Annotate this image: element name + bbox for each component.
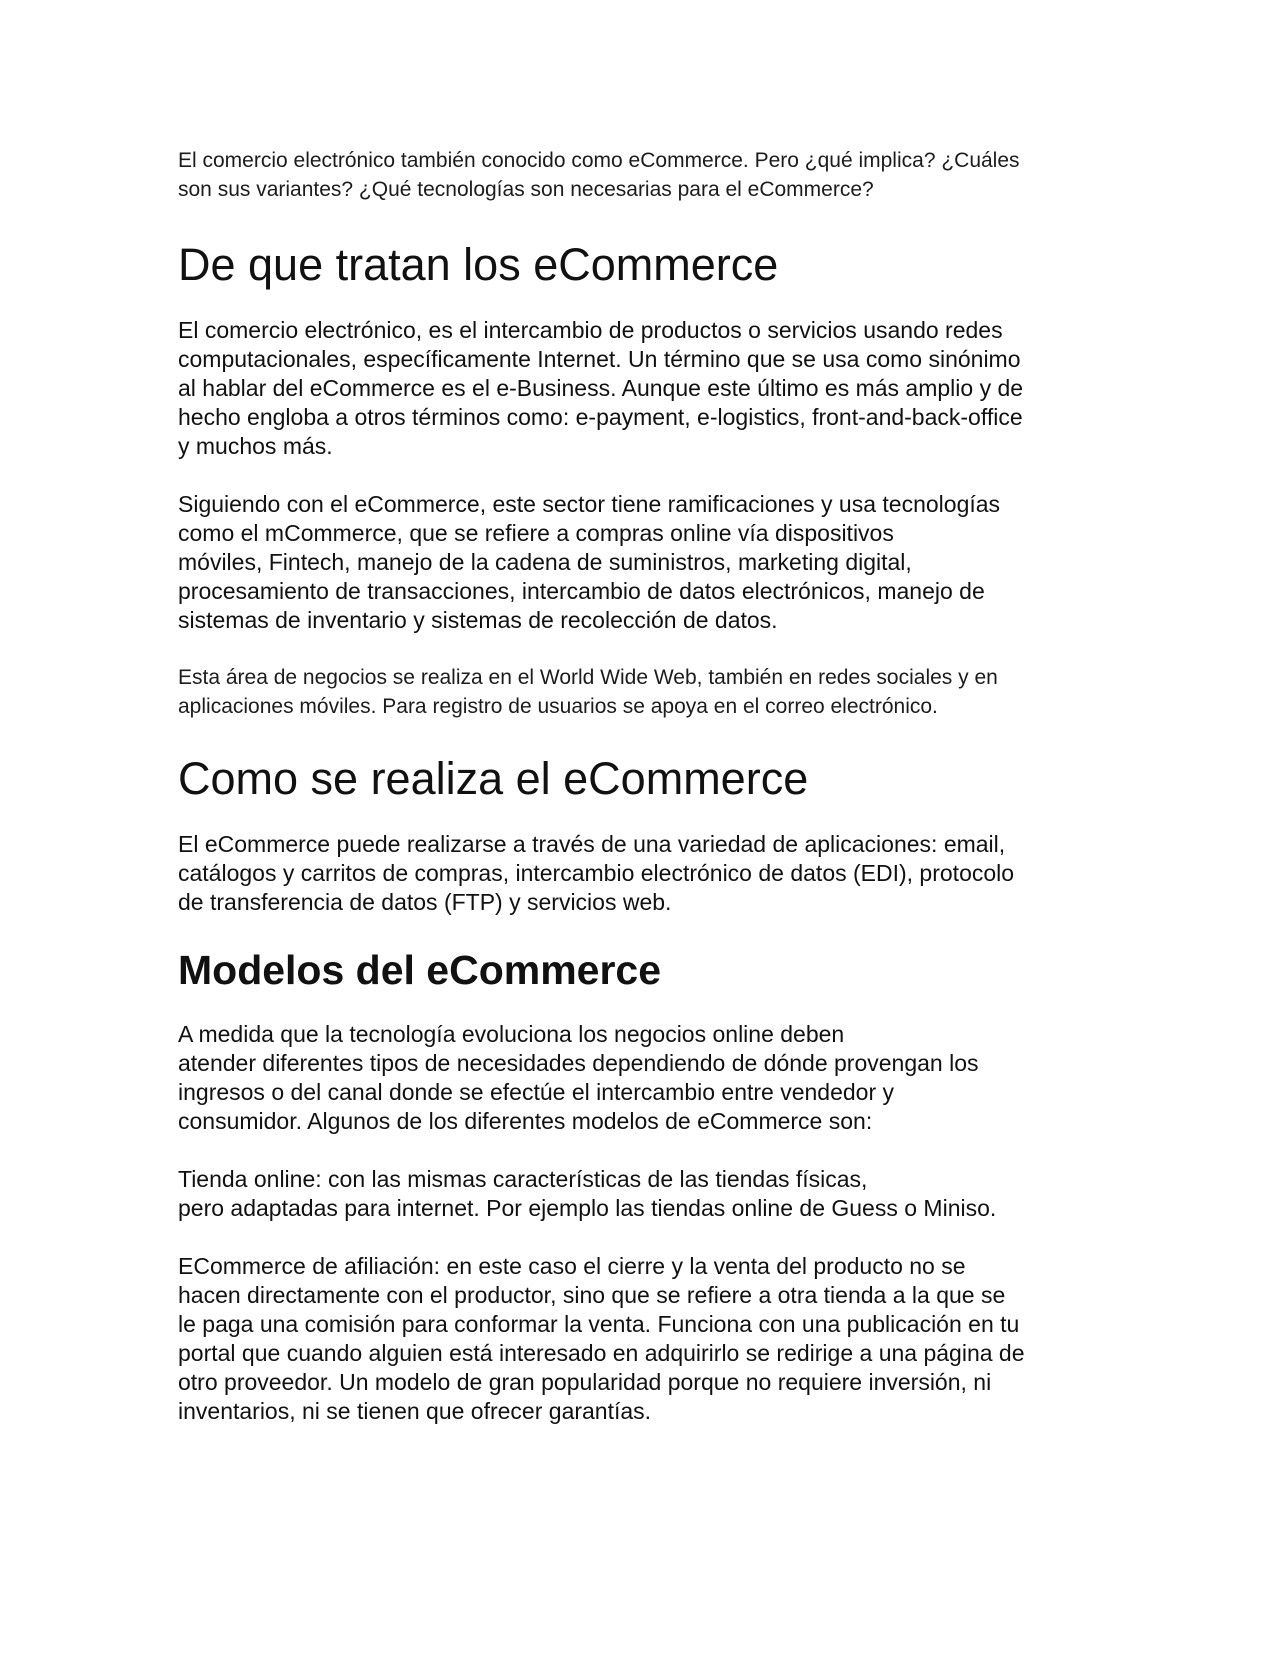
paragraph-afiliacion [178, 1252, 1108, 1426]
text-line: consumidor. Algunos de los diferentes modelos de eCommerce son: [178, 1108, 873, 1134]
text-line: aplicaciones móviles. Para registro de usuarios se apoya en el correo electrónico. [178, 695, 938, 718]
section-heading-modelos: Modelos del eCommerce [178, 947, 662, 993]
text-line: El comercio electrónico, es el intercambio de productos o servicios usando redes [178, 317, 1003, 343]
document-page [178, 146, 1108, 1426]
text-line: pero adaptadas para internet. Por ejemplo las tiendas online de Guess o Miniso. [178, 1195, 997, 1221]
paragraph-aplicaciones [178, 830, 1108, 917]
text-line: Siguiendo con el eCommerce, este sector tiene ramificaciones y usa tecnologías [178, 491, 1001, 517]
text-line: al hablar del eCommerce es el e-Business. Aunque este último es más amplio y de [178, 375, 1024, 401]
text-line: como el mCommerce, que se refiere a compras online vía dispositivos [178, 520, 894, 546]
text-line: Tienda online: con las mismas características de las tiendas físicas, [178, 1166, 868, 1192]
text-line: son sus variantes? ¿Qué tecnologías son necesarias para el eCommerce? [178, 178, 874, 201]
text-line: computacionales, específicamente Internet. Un término que se usa como sinónimo [178, 346, 1021, 372]
paragraph-tienda-online [178, 1165, 1108, 1223]
text-line: móviles, Fintech, manejo de la cadena de suministros, marketing digital, [178, 549, 912, 575]
paragraph-modelos-intro [178, 1020, 1108, 1136]
section-heading-de-que-tratan: De que tratan los eCommerce [178, 239, 779, 290]
paragraph-area-negocios [178, 663, 1108, 721]
text-line: hacen directamente con el productor, sino que se refiere a otra tienda a la que se [178, 1282, 1006, 1308]
paragraph-definicion [178, 316, 1108, 461]
text-line: procesamiento de transacciones, intercambio de datos electrónicos, manejo de [178, 578, 985, 604]
text-line: catálogos y carritos de compras, intercambio electrónico de datos (EDI), protocolo [178, 860, 1015, 886]
text-line: de transferencia de datos (FTP) y servicios web. [178, 889, 672, 915]
text-line: El eCommerce puede realizarse a través de una variedad de aplicaciones: email, [178, 831, 1006, 857]
text-line: le paga una comisión para conformar la venta. Funciona con una publicación en tu [178, 1311, 1020, 1337]
text-line: ECommerce de afiliación: en este caso el cierre y la venta del producto no se [178, 1253, 966, 1279]
text-line: sistemas de inventario y sistemas de recolección de datos. [178, 607, 778, 633]
text-line: Esta área de negocios se realiza en el World Wide Web, también en redes sociales y en [178, 666, 998, 689]
text-line: ingresos o del canal donde se efectúe el intercambio entre vendedor y [178, 1079, 895, 1105]
text-line: A medida que la tecnología evoluciona los negocios online deben [178, 1021, 845, 1047]
paragraph-ramificaciones [178, 490, 1108, 635]
text-line: portal que cuando alguien está interesado en adquirirlo se redirige a una página de [178, 1340, 1025, 1366]
text-line: El comercio electrónico también conocido como eCommerce. Pero ¿qué implica? ¿Cuáles [178, 149, 1020, 172]
text-line: inventarios, ni se tienen que ofrecer garantías. [178, 1398, 652, 1424]
section-heading-como-se-realiza: Como se realiza el eCommerce [178, 753, 809, 804]
text-line: atender diferentes tipos de necesidades dependiendo de dónde provengan los [178, 1050, 979, 1076]
text-line: hecho engloba a otros términos como: e-payment, e-logistics, front-and-back-office [178, 404, 1023, 430]
text-line: otro proveedor. Un modelo de gran popularidad porque no requiere inversión, ni [178, 1369, 992, 1395]
intro-paragraph [178, 146, 1108, 204]
text-line: y muchos más. [178, 433, 333, 459]
